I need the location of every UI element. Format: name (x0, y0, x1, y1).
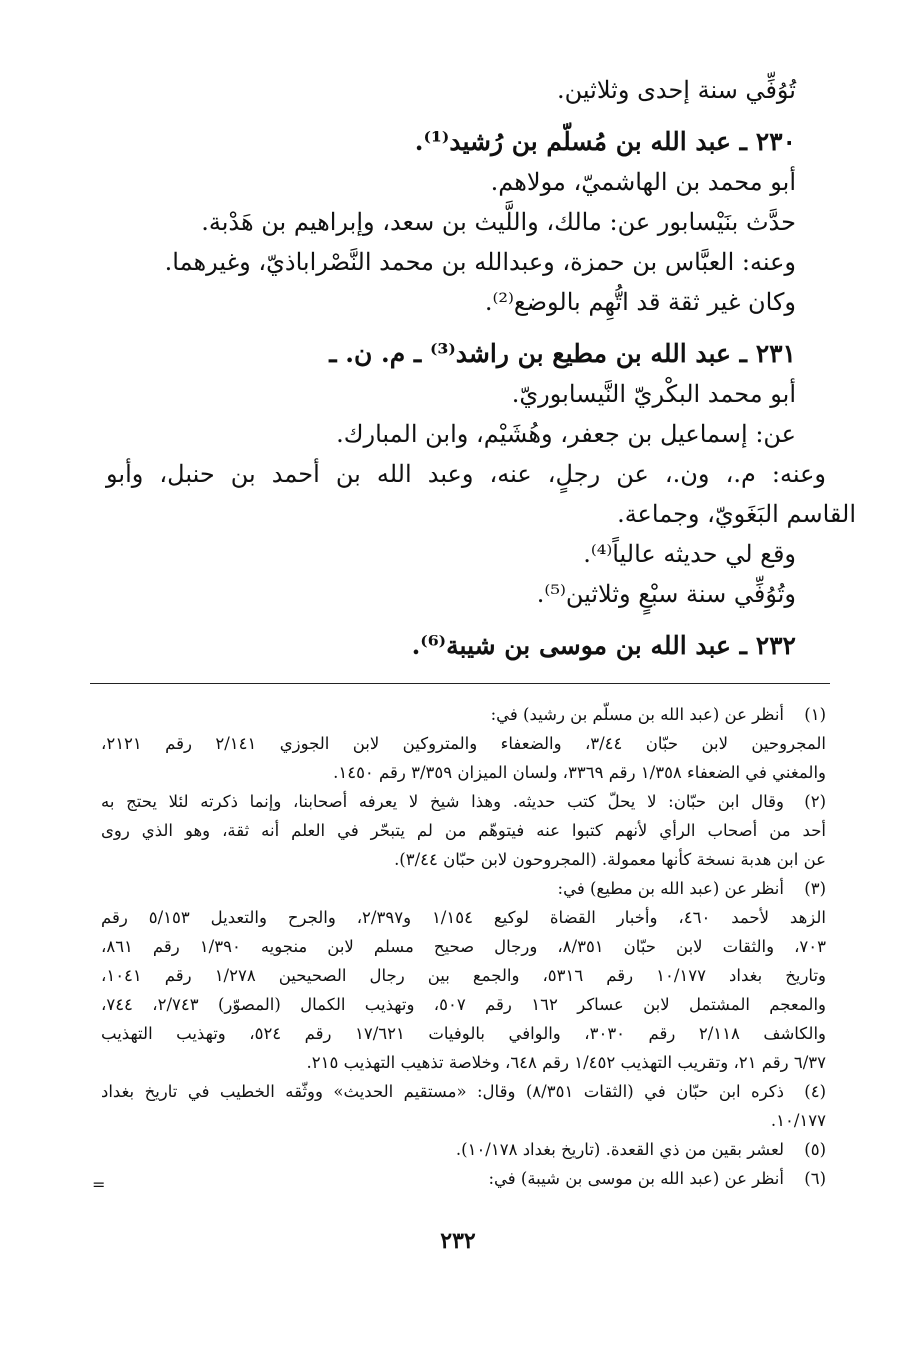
text-line: وتُوُفِّي سنة سبْعٍ وثلاثين⁽⁵⁾. (536, 580, 796, 608)
text-line: وكان غير ثقة قد اتُّهِم بالوضع⁽²⁾. (484, 288, 796, 316)
footnote-divider (90, 683, 830, 684)
footnote (101, 700, 826, 787)
footnote-line: عن ابن هدبة نسخة كأنها معمولة. (المجروحون لابن حبّان ٣/٤٤). (394, 850, 826, 869)
footnote-line: أنظر عن (عبد الله بن مسلّم بن رشيد) في: (490, 705, 784, 724)
footnote-number: (٢) (804, 792, 826, 811)
footnote-number: (٦) (804, 1169, 826, 1188)
footnote (101, 1164, 826, 1193)
footnote-body (101, 1077, 826, 1135)
text-line: وقع لي حديثه عالياً⁽⁴⁾. (583, 540, 796, 568)
text-line: القاسم البَغَويّ، وجماعة. (617, 500, 856, 528)
footnote-body (101, 787, 826, 874)
continuation-mark: = (92, 1175, 106, 1194)
footnotes (101, 700, 826, 1193)
footnote-line: ٦/٣٧ رقم ٢١، وتقريب التهذيب ١/٤٥٢ رقم ٦٤٨، وخلاصة تذهيب التهذيب ٢١٥. (306, 1053, 826, 1072)
footnote-line: أنظر عن (عبد الله بن موسى بن شيبة) في: (488, 1169, 784, 1188)
footnote-line: وقال ابن حبّان: لا يحلّ كتب حديثه. وهذا شيخ لا يعرفه أصحابنا، وإنما ذكرته لئلا يحتج به (101, 792, 784, 811)
text-line: وعنه: م.، ون.، عن رجلٍ، عنه، وعبد الله بن أحمد بن حنبل، وأبو (106, 460, 826, 488)
main-text (106, 70, 856, 666)
entry-heading: ٢٣٢ ـ عبد الله بن موسى بن شيبة⁽⁶⁾. (411, 631, 796, 660)
text-line: تُوُفِّي سنة إحدى وثلاثين. (557, 76, 796, 104)
footnote-body (101, 700, 826, 787)
footnote-line: لعشر بقين من ذي القعدة. (تاريخ بغداد ١٠/١٧٨). (455, 1140, 784, 1159)
footnote-body (101, 1164, 784, 1193)
footnote-line: والكاشف ٢/١١٨ رقم ٣٠٣٠، والوافي بالوفيات ١٧/٦٢١ رقم ٥٢٤، وتهذيب التهذيب (101, 1024, 826, 1043)
footnote-body (101, 1135, 784, 1164)
page-number: ٢٣٢ (440, 1228, 476, 1254)
footnote (101, 1135, 826, 1164)
footnote-line: أحد من أصحاب الرأي لأنهم كتبوا عنه فيتوهّم من لم يتبحّر في العلم أنه ثقة، وهو الذي روى (101, 821, 826, 840)
footnote (101, 787, 826, 874)
footnote-line: الزهد لأحمد ٤٦٠، وأخبار القضاة لوكيع ١/١٥٤ و٢/٣٩٧، والجرح والتعديل ٥/١٥٣ رقم (101, 908, 826, 927)
footnote-line: المجروحين لابن حبّان ٣/٤٤، والضعفاء والمتروكين لابن الجوزي ٢/١٤١ رقم ٢١٢١، (101, 734, 826, 753)
footnote-line: والمغني في الضعفاء ١/٣٥٨ رقم ٣٣٦٩، ولسان الميزان ٣/٣٥٩ رقم ١٤٥٠. (333, 763, 826, 782)
text-line: أبو محمد البكْريّ النَّيسابوريّ. (511, 380, 796, 408)
text-line: عن: إسماعيل بن جعفر، وهُشَيْم، وابن المبارك. (336, 420, 796, 448)
text-line: وعنه: العبَّاس بن حمزة، وعبدالله بن محمد النَّصْراباذيّ، وغيرهما. (164, 248, 796, 276)
footnote (101, 874, 826, 1077)
footnote-line: أنظر عن (عبد الله بن مطيع) في: (557, 879, 784, 898)
footnote-line: ١٠/١٧٧. (770, 1111, 826, 1130)
footnote (101, 1077, 826, 1135)
footnote-line: ذكره ابن حبّان في (الثقات ٨/٣٥١) وقال: «مستقيم الحديث» ووثّقه الخطيب في تاريخ بغداد (101, 1082, 784, 1101)
footnote-number: (١) (804, 705, 826, 724)
footnote-number: (٤) (804, 1082, 826, 1101)
entry-heading: ٢٣٠ ـ عبد الله بن مُسلّم بن رُشيد⁽¹⁾. (414, 127, 796, 156)
footnote-number: (٣) (804, 879, 826, 898)
text-line: حدَّث بنَيْسابور عن: مالك، واللَّيث بن سعد، وإبراهيم بن هَدْبة. (201, 208, 796, 236)
footnote-line: وتاريخ بغداد ١٠/١٧٧ رقم ٥٣١٦، والجمع بين رجال الصحيحين ١/٢٧٨ رقم ١٠٤١، (101, 966, 826, 985)
footnote-line: ٧٠٣، والثقات لابن حبّان ٨/٣٥١، ورجال صحيح مسلم لابن منجويه ١/٣٩٠ رقم ٨٦١، (101, 937, 826, 956)
footnote-line: والمعجم المشتمل لابن عساكر ١٦٢ رقم ٥٠٧، وتهذيب الكمال (المصوّر) ٢/٧٤٣، ٧٤٤، (101, 995, 826, 1014)
footnote-body (101, 874, 826, 1077)
text-line: أبو محمد بن الهاشميّ، مولاهم. (490, 168, 796, 196)
footnote-number: (٥) (804, 1140, 826, 1159)
entry-heading: ٢٣١ ـ عبد الله بن مطيع بن راشد⁽³⁾ ـ م. ن. ـ (329, 339, 796, 368)
